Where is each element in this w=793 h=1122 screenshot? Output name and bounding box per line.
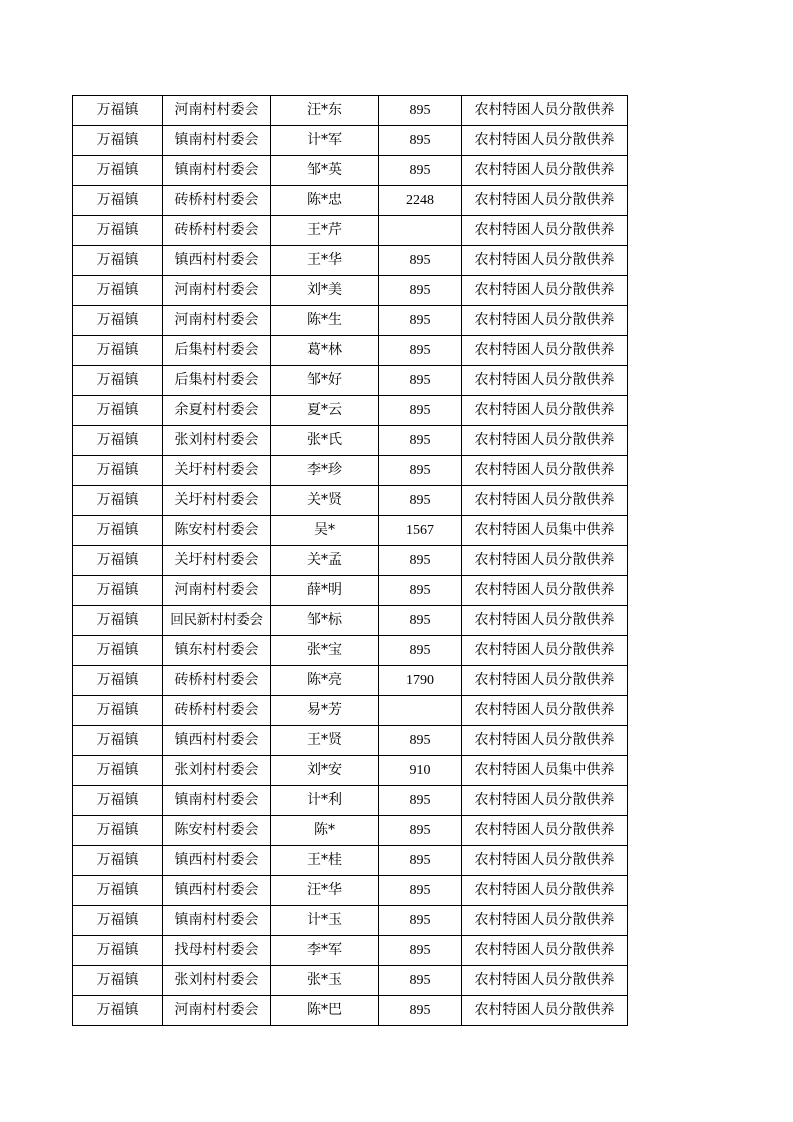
town-cell: 万福镇: [73, 426, 163, 456]
support-type-cell: 农村特困人员分散供养: [462, 606, 628, 636]
support-type-cell: 农村特困人员分散供养: [462, 396, 628, 426]
village-cell: 镇南村村委会: [163, 786, 271, 816]
town-cell: 万福镇: [73, 456, 163, 486]
town-cell: 万福镇: [73, 756, 163, 786]
amount-cell: 895: [379, 126, 462, 156]
support-type-cell: 农村特困人员分散供养: [462, 876, 628, 906]
name-cell: 邹*英: [271, 156, 379, 186]
amount-cell: 895: [379, 456, 462, 486]
town-cell: 万福镇: [73, 606, 163, 636]
name-cell: 邹*标: [271, 606, 379, 636]
town-cell: 万福镇: [73, 966, 163, 996]
name-cell: 张*宝: [271, 636, 379, 666]
name-cell: 陈*忠: [271, 186, 379, 216]
name-cell: 关*贤: [271, 486, 379, 516]
amount-cell: 895: [379, 996, 462, 1026]
village-cell: 砖桥村村委会: [163, 666, 271, 696]
name-cell: 薛*明: [271, 576, 379, 606]
town-cell: 万福镇: [73, 486, 163, 516]
table-row: [73, 966, 628, 996]
town-cell: 万福镇: [73, 996, 163, 1026]
name-cell: 陈*: [271, 816, 379, 846]
table-row: [73, 546, 628, 576]
amount-cell: 910: [379, 756, 462, 786]
village-cell: 陈安村村委会: [163, 516, 271, 546]
village-cell: 后集村村委会: [163, 336, 271, 366]
name-cell: 刘*安: [271, 756, 379, 786]
table-row: [73, 666, 628, 696]
village-cell: 回民新村村委会: [163, 606, 271, 636]
table-row: [73, 606, 628, 636]
town-cell: 万福镇: [73, 306, 163, 336]
amount-cell: 895: [379, 846, 462, 876]
name-cell: 汪*东: [271, 96, 379, 126]
support-type-cell: 农村特困人员分散供养: [462, 546, 628, 576]
support-type-cell: 农村特困人员分散供养: [462, 816, 628, 846]
name-cell: 陈*亮: [271, 666, 379, 696]
name-cell: 李*军: [271, 936, 379, 966]
support-type-cell: 农村特困人员分散供养: [462, 366, 628, 396]
table-row: [73, 696, 628, 726]
name-cell: 易*芳: [271, 696, 379, 726]
name-cell: 王*芹: [271, 216, 379, 246]
support-type-cell: 农村特困人员分散供养: [462, 276, 628, 306]
name-cell: 吴*: [271, 516, 379, 546]
table-row: [73, 396, 628, 426]
support-type-cell: 农村特困人员分散供养: [462, 906, 628, 936]
support-type-cell: 农村特困人员分散供养: [462, 726, 628, 756]
support-type-cell: 农村特困人员分散供养: [462, 666, 628, 696]
village-cell: 张刘村村委会: [163, 756, 271, 786]
support-type-cell: 农村特困人员分散供养: [462, 636, 628, 666]
table-row: [73, 96, 628, 126]
support-type-cell: 农村特困人员分散供养: [462, 486, 628, 516]
table-row: [73, 876, 628, 906]
name-cell: 李*珍: [271, 456, 379, 486]
name-cell: 葛*林: [271, 336, 379, 366]
amount-cell: 895: [379, 396, 462, 426]
village-cell: 找母村村委会: [163, 936, 271, 966]
town-cell: 万福镇: [73, 576, 163, 606]
amount-cell: 895: [379, 966, 462, 996]
table-row: [73, 516, 628, 546]
table-row: [73, 306, 628, 336]
amount-cell: 895: [379, 576, 462, 606]
support-type-cell: 农村特困人员分散供养: [462, 696, 628, 726]
town-cell: 万福镇: [73, 126, 163, 156]
village-cell: 关圩村村委会: [163, 486, 271, 516]
support-type-cell: 农村特困人员集中供养: [462, 516, 628, 546]
table-row: [73, 576, 628, 606]
town-cell: 万福镇: [73, 186, 163, 216]
name-cell: 张*玉: [271, 966, 379, 996]
amount-cell: [379, 696, 462, 726]
town-cell: 万福镇: [73, 156, 163, 186]
amount-cell: 895: [379, 726, 462, 756]
town-cell: 万福镇: [73, 636, 163, 666]
table-row: [73, 336, 628, 366]
village-cell: 镇西村村委会: [163, 876, 271, 906]
amount-cell: 895: [379, 636, 462, 666]
table-row: [73, 456, 628, 486]
town-cell: 万福镇: [73, 726, 163, 756]
village-cell: 镇东村村委会: [163, 636, 271, 666]
name-cell: 王*华: [271, 246, 379, 276]
table-row: [73, 366, 628, 396]
amount-cell: [379, 216, 462, 246]
support-type-cell: 农村特困人员分散供养: [462, 336, 628, 366]
town-cell: 万福镇: [73, 246, 163, 276]
support-type-cell: 农村特困人员分散供养: [462, 96, 628, 126]
table-row: [73, 636, 628, 666]
amount-cell: 895: [379, 606, 462, 636]
table-row: [73, 486, 628, 516]
village-cell: 镇南村村委会: [163, 906, 271, 936]
name-cell: 陈*巴: [271, 996, 379, 1026]
amount-cell: 895: [379, 486, 462, 516]
village-cell: 关圩村村委会: [163, 546, 271, 576]
table-row: [73, 426, 628, 456]
amount-cell: 895: [379, 546, 462, 576]
village-cell: 张刘村村委会: [163, 426, 271, 456]
support-type-cell: 农村特困人员分散供养: [462, 786, 628, 816]
support-type-cell: 农村特困人员分散供养: [462, 216, 628, 246]
support-type-cell: 农村特困人员分散供养: [462, 456, 628, 486]
table-row: [73, 756, 628, 786]
name-cell: 刘*美: [271, 276, 379, 306]
table-row: [73, 156, 628, 186]
support-type-cell: 农村特困人员分散供养: [462, 156, 628, 186]
table-row: [73, 186, 628, 216]
table-row: [73, 276, 628, 306]
table-row: [73, 996, 628, 1026]
village-cell: 张刘村村委会: [163, 966, 271, 996]
town-cell: 万福镇: [73, 696, 163, 726]
support-type-cell: 农村特困人员分散供养: [462, 996, 628, 1026]
amount-cell: 895: [379, 816, 462, 846]
name-cell: 计*利: [271, 786, 379, 816]
amount-cell: 895: [379, 906, 462, 936]
support-type-cell: 农村特困人员分散供养: [462, 426, 628, 456]
name-cell: 计*玉: [271, 906, 379, 936]
village-cell: 河南村村委会: [163, 306, 271, 336]
town-cell: 万福镇: [73, 816, 163, 846]
town-cell: 万福镇: [73, 936, 163, 966]
town-cell: 万福镇: [73, 876, 163, 906]
name-cell: 陈*生: [271, 306, 379, 336]
name-cell: 王*贤: [271, 726, 379, 756]
table-row: [73, 726, 628, 756]
village-cell: 镇西村村委会: [163, 846, 271, 876]
town-cell: 万福镇: [73, 336, 163, 366]
support-type-cell: 农村特困人员分散供养: [462, 966, 628, 996]
village-cell: 河南村村委会: [163, 576, 271, 606]
village-cell: 河南村村委会: [163, 276, 271, 306]
amount-cell: 895: [379, 336, 462, 366]
village-cell: 余夏村村委会: [163, 396, 271, 426]
village-cell: 砖桥村村委会: [163, 186, 271, 216]
amount-cell: 895: [379, 366, 462, 396]
support-type-cell: 农村特困人员分散供养: [462, 576, 628, 606]
village-cell: 镇南村村委会: [163, 156, 271, 186]
table-body: [73, 96, 628, 1026]
town-cell: 万福镇: [73, 546, 163, 576]
support-type-cell: 农村特困人员分散供养: [462, 186, 628, 216]
support-type-cell: 农村特困人员分散供养: [462, 936, 628, 966]
village-cell: 砖桥村村委会: [163, 216, 271, 246]
amount-cell: 1567: [379, 516, 462, 546]
relief-recipient-table: [72, 95, 628, 1026]
support-type-cell: 农村特困人员集中供养: [462, 756, 628, 786]
amount-cell: 895: [379, 936, 462, 966]
town-cell: 万福镇: [73, 216, 163, 246]
town-cell: 万福镇: [73, 96, 163, 126]
town-cell: 万福镇: [73, 906, 163, 936]
town-cell: 万福镇: [73, 276, 163, 306]
village-cell: 河南村村委会: [163, 96, 271, 126]
town-cell: 万福镇: [73, 846, 163, 876]
amount-cell: 895: [379, 246, 462, 276]
table-row: [73, 936, 628, 966]
village-cell: 关圩村村委会: [163, 456, 271, 486]
support-type-cell: 农村特困人员分散供养: [462, 846, 628, 876]
amount-cell: 895: [379, 96, 462, 126]
amount-cell: 895: [379, 306, 462, 336]
name-cell: 邹*好: [271, 366, 379, 396]
name-cell: 计*军: [271, 126, 379, 156]
amount-cell: 895: [379, 876, 462, 906]
village-cell: 砖桥村村委会: [163, 696, 271, 726]
amount-cell: 895: [379, 786, 462, 816]
table-row: [73, 786, 628, 816]
amount-cell: 1790: [379, 666, 462, 696]
village-cell: 镇西村村委会: [163, 726, 271, 756]
village-cell: 镇南村村委会: [163, 126, 271, 156]
town-cell: 万福镇: [73, 396, 163, 426]
name-cell: 夏*云: [271, 396, 379, 426]
village-cell: 后集村村委会: [163, 366, 271, 396]
support-type-cell: 农村特困人员分散供养: [462, 306, 628, 336]
town-cell: 万福镇: [73, 366, 163, 396]
table-row: [73, 846, 628, 876]
amount-cell: 895: [379, 156, 462, 186]
town-cell: 万福镇: [73, 786, 163, 816]
amount-cell: 895: [379, 276, 462, 306]
support-type-cell: 农村特困人员分散供养: [462, 246, 628, 276]
table-row: [73, 216, 628, 246]
amount-cell: 895: [379, 426, 462, 456]
table-row: [73, 816, 628, 846]
town-cell: 万福镇: [73, 516, 163, 546]
village-cell: 陈安村村委会: [163, 816, 271, 846]
name-cell: 张*氏: [271, 426, 379, 456]
village-cell: 河南村村委会: [163, 996, 271, 1026]
name-cell: 关*孟: [271, 546, 379, 576]
town-cell: 万福镇: [73, 666, 163, 696]
table-row: [73, 126, 628, 156]
amount-cell: 2248: [379, 186, 462, 216]
table-row: [73, 906, 628, 936]
village-cell: 镇西村村委会: [163, 246, 271, 276]
name-cell: 汪*华: [271, 876, 379, 906]
name-cell: 王*桂: [271, 846, 379, 876]
support-type-cell: 农村特困人员分散供养: [462, 126, 628, 156]
table-row: [73, 246, 628, 276]
